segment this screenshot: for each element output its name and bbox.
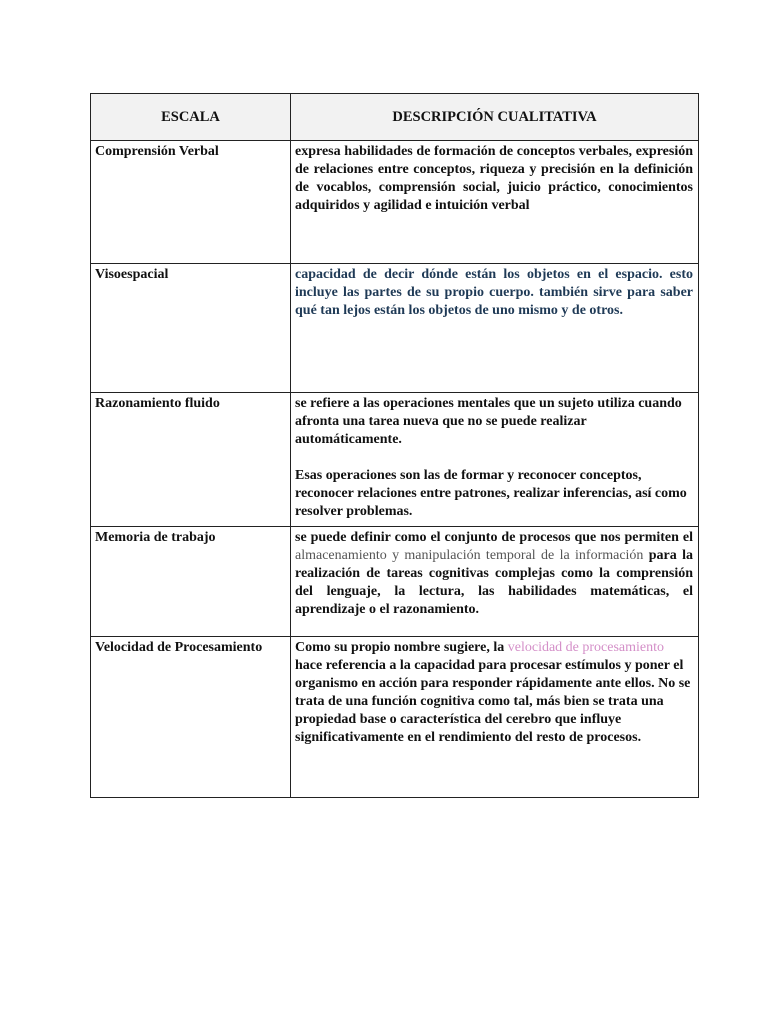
table-row: [91, 141, 699, 264]
scale-name-cell: Velocidad de Procesamiento: [91, 637, 291, 798]
description-text: [295, 639, 693, 747]
table-header-row: [91, 94, 699, 141]
scale-description-cell: [291, 637, 699, 798]
table-row: [91, 264, 699, 393]
scale-description-cell: [291, 141, 699, 264]
description-segment: hace referencia a la capacidad para procesar estímulos y poner el organismo en acción para responder rápidamente ante ellos. No se trata de una función cognitiva como tal, más bien se trata una propiedad base o característica del cerebro que influye significativamente en el rendimiento del resto de procesos.: [295, 658, 691, 745]
description-segment: Como su propio nombre sugiere, la: [295, 640, 508, 655]
scale-name-cell: Comprensión Verbal: [91, 141, 291, 264]
description-segment: para la realización de tareas cognitivas complejas como la comprensión del lenguaje, la lectura, las habilidades matemáticas, el aprendizaje o el razonamiento.: [295, 548, 693, 617]
description-text: se refiere a las operaciones mentales que un sujeto utiliza cuando afronta una tarea nueva que no se puede realizar automáticamente.: [295, 396, 682, 447]
table-row: [91, 393, 699, 527]
scale-description-cell: [291, 264, 699, 393]
description-segment: se puede definir como el conjunto de procesos que nos permiten el: [295, 530, 693, 545]
scale-name-cell: Memoria de trabajo: [91, 527, 291, 637]
table-row: [91, 637, 699, 798]
description-text: Esas operaciones son las de formar y reconocer conceptos, reconocer relaciones entre patrones, realizar inferencias, así como resolver problemas.: [295, 468, 687, 519]
description-text: [295, 529, 693, 619]
scale-description-cell: [291, 393, 699, 527]
description-text: expresa habilidades de formación de conceptos verbales, expresión de relaciones entre conceptos, riqueza y precisión en la definición de vocablos, comprensión social, juicio práctico, conocimientos adquiridos y agilidad e intuición verbal: [295, 144, 693, 213]
description-text: capacidad de decir dónde están los objetos en el espacio. esto incluye las partes de su propio cuerpo. también sirve para saber qué tan lejos están los objetos de uno mismo y de otros.: [295, 267, 693, 318]
velocidad-procesamiento-link[interactable]: velocidad de procesamiento: [507, 640, 665, 655]
table-row: [91, 527, 699, 637]
scale-name-cell: Visoespacial: [91, 264, 291, 393]
scale-name-cell: Razonamiento fluido: [91, 393, 291, 527]
header-scale: ESCALA: [91, 94, 291, 141]
description-segment-light: almacenamiento y manipulación temporal de la información: [295, 548, 644, 563]
header-description: DESCRIPCIÓN CUALITATIVA: [291, 94, 699, 141]
scale-description-cell: [291, 527, 699, 637]
scales-table: [90, 93, 699, 798]
